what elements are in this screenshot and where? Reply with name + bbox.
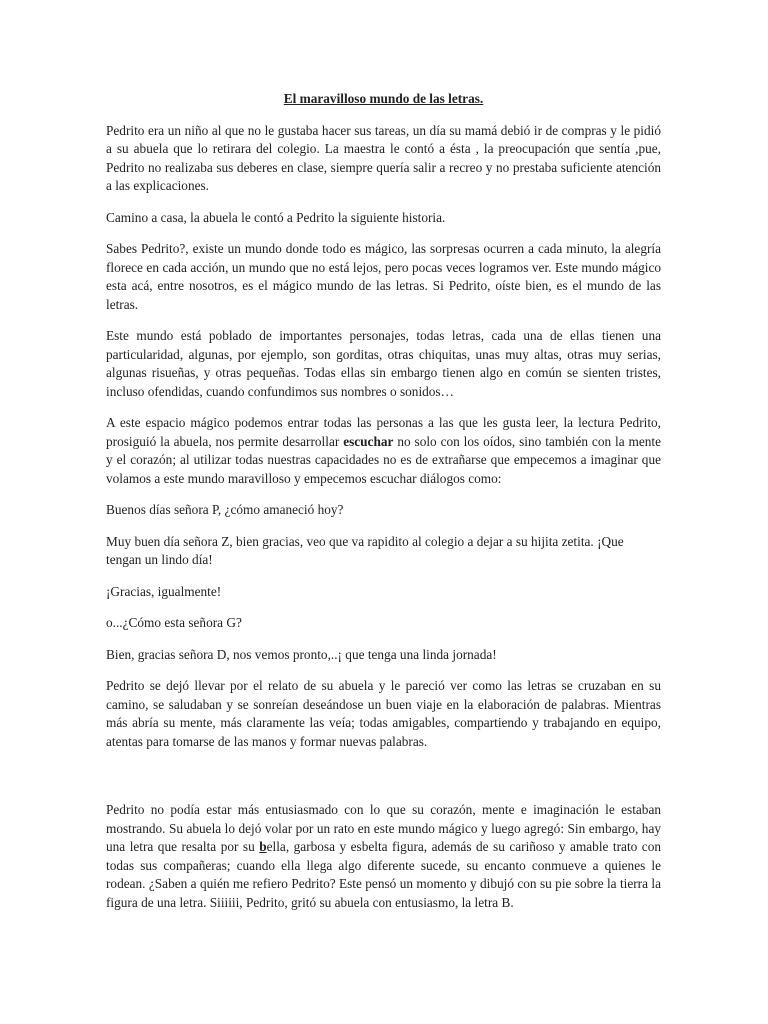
- paragraph-letter-characters: Este mundo está poblado de importantes personajes, todas letras, cada una de ellas tienen una particularidad, algunas, por ejemplo, son gorditas, otras chiquitas, unas muy altas, otras muy serias, algunas risueñas, y otras pequeñas. Todas ellas sin embargo tienen algo en común se sienten tristes, incluso ofendidas, cuando confundimos sus nombres o sonidos…: [106, 328, 661, 399]
- document-page: [106, 90, 661, 925]
- paragraph-intro: Pedrito era un niño al que no le gustaba hacer sus tareas, un día su mamá debió ir de compras y le pidió a su abuela que lo retirara del colegio. La maestra le contó a ésta , la preocupación que sentía ,pue, Pedrito no realizaba sus deberes en clase, siempre quería salir a recreo y no prestaba suficiente atención a las explicaciones.: [106, 122, 661, 193]
- document-title: El maravilloso mundo de las letras.: [283, 91, 484, 106]
- emphasis-letter-b: b: [259, 839, 267, 854]
- paragraph-letter-b: [106, 801, 661, 912]
- paragraph-reading-space-text-2: no solo con los oídos, sino también con la mente y el corazón; al utilizar todas nuestras capacidades no es de extrañarse que empecemos a imaginar que volamos a este mundo maravilloso y empecemos escuchar diálogos como:: [106, 433, 662, 486]
- dialogue-line-4: o...¿Cómo esta señora G?: [106, 615, 242, 630]
- paragraph-letters-crossing: Pedrito se dejó llevar por el relato de su abuela y le pareció ver como las letras se cruzaban en su camino, se saludaban y se sonreían deseándose un buen viaje en la elaboración de palabras. Mientras más abría su mente, más claramente las veía; todas amigables, compartiendo y trabajando en equipo, atentas para tomarse de las manos y formar nuevas palabras.: [106, 678, 661, 749]
- paragraph-reading-space: [106, 414, 661, 488]
- paragraph-walk-home: Camino a casa, la abuela le contó a Pedrito la siguiente historia.: [106, 209, 446, 225]
- paragraph-letter-b-text-2: ella, garbosa y esbelta figura, además de su cariñoso y amable trato con todas sus compañeras; cuando ella llega algo diferente sucede, su encanto conmueve a quienes le rodean. ¿Saben a quién me refiero Pedrito? Este pensó un momento y dibujó con su pie sobre la tierra la figura de una letra. Siiiiii, Pedrito, gritó su abuela con entusiasmo, la letra B.: [106, 839, 661, 910]
- paragraph-magic-world: Sabes Pedrito?, existe un mundo donde todo es mágico, las sorpresas ocurren a cada minuto, la alegría florece en cada acción, un mundo que no está lejos, pero pocas veces logramos ver. Este mundo mágico esta acá, entre nosotros, es el mágico mundo de las letras. Si Pedrito, oíste bien, es el mundo de las letras.: [106, 241, 661, 312]
- paragraph-reading-space-text-1: A este espacio mágico podemos entrar todas las personas a las que les gusta leer, la lectura Pedrito, prosiguió la abuela, nos permite desarrollar: [106, 415, 661, 449]
- dialogue-line-1: Buenos días señora P, ¿cómo amaneció hoy?: [106, 502, 344, 517]
- paragraph-letter-b-text-1: Pedrito no podía estar más entusiasmado con lo que su corazón, mente e imaginación le estaban mostrando. Su abuela lo dejó volar por un rato en este mundo mágico y luego agregó: Sin embargo, hay una letra que resalta por su: [106, 802, 661, 854]
- blank-gap: [106, 764, 661, 801]
- dialogue-line-2: Muy buen día señora Z, bien gracias, veo que va rapidito al colegio a dejar a su hijita zetita. ¡Que tengan un lindo día!: [106, 533, 624, 567]
- emphasis-escuchar: escuchar: [343, 433, 394, 449]
- dialogue-line-5: Bien, gracias señora D, nos vemos pronto,..¡ que tenga una linda jornada!: [106, 646, 497, 662]
- dialogue-line-3: ¡Gracias, igualmente!: [106, 583, 222, 599]
